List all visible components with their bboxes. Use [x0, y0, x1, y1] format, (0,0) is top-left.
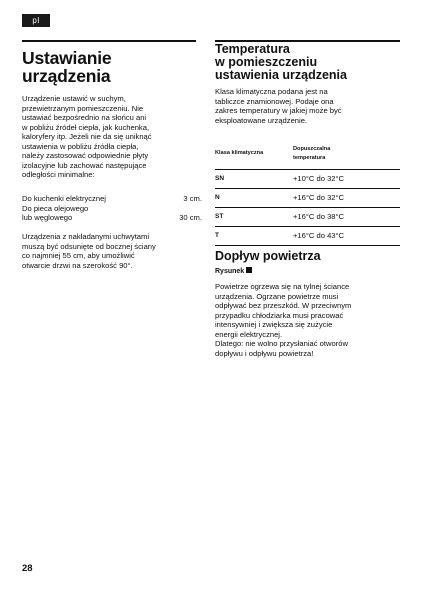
text-line: Klasa klimatyczna podana jest na: [215, 87, 328, 96]
text-line: intensywniej i zwiększa się zużycie: [215, 320, 333, 330]
distance-list: [22, 194, 202, 223]
text-line: Dlatego: nie wolno przysłaniać otworów: [215, 339, 348, 349]
text-line: eksploatowane urządzenie.: [215, 115, 308, 125]
text-line: urządzenia. Ogrzane powietrze musi: [215, 291, 339, 301]
text-line: odległości minimalne:: [22, 170, 95, 180]
climate-class-cell: SN: [215, 175, 225, 182]
text-line: w pobliżu źródeł ciepła, jak kuchenka,: [22, 122, 150, 132]
language-badge: pl: [22, 14, 50, 27]
left-section-title: [22, 49, 111, 85]
right-paragraph-1: [215, 87, 395, 125]
header-temp-line-1: Dopuszczalna: [293, 145, 331, 152]
temperature-range-cell: +16°C do 38°C: [293, 212, 345, 221]
left-column-rule: [22, 40, 196, 42]
text-line: tabliczce znamionowej. Podaje ona: [215, 96, 334, 106]
table-row: [215, 169, 400, 188]
temperature-range-cell: +16°C do 43°C: [293, 231, 345, 240]
left-paragraph-2: [22, 232, 196, 270]
climate-class-table: [215, 139, 400, 246]
table-row: [215, 226, 400, 245]
right-title-line-2: w pomieszczeniu: [215, 55, 318, 69]
distance-value: 3 cm.: [183, 194, 202, 203]
table-row: [215, 207, 400, 226]
table-header-row: [215, 139, 400, 169]
left-title-line-1: Ustawianie: [22, 48, 112, 68]
left-paragraph-1: [22, 94, 196, 180]
text-line: ustawienia w pobliżu źródła ciepła,: [22, 141, 139, 151]
text-line: co najmniej 55 cm, aby umożliwić: [22, 251, 135, 261]
distance-row: [22, 204, 202, 214]
text-line: przypadku chłodziarka musi pracować: [215, 310, 344, 320]
text-line: odpływać bez przeszkód. W przeciwnym: [215, 301, 352, 311]
text-line: Urządzenia z nakładanymi uchwytami: [22, 232, 150, 241]
table-row: [215, 188, 400, 207]
right-paragraph-2: [215, 282, 397, 358]
distance-label: lub węglowego: [22, 213, 73, 223]
table-header-class: Klasa klimatyczna: [215, 150, 264, 157]
distance-label: Do pieca olejowego: [22, 203, 89, 213]
text-line: otwarcie drzwi na szerokość 90°.: [22, 260, 133, 270]
right-title-line-3: ustawienia urządzenia: [215, 68, 347, 82]
text-line: izolacyjne lub zachować następujące: [22, 160, 147, 170]
text-line: dopływu i odpływu powietrza!: [215, 348, 314, 358]
climate-class-cell: T: [215, 232, 219, 239]
airflow-section-title: Dopływ powietrza: [215, 249, 321, 263]
text-line: przewietrzanym pomieszczeniu. Nie: [22, 103, 144, 113]
climate-class-cell: ST: [215, 213, 224, 220]
text-line: energii elektrycznej.: [215, 329, 283, 339]
temperature-range-cell: +10°C do 32°C: [293, 174, 345, 183]
text-line: muszą być odsunięte od bocznej ściany: [22, 241, 156, 251]
text-line: zakres temperatury w jakiej może być: [215, 106, 342, 116]
text-line: należy zastosować odpowiednie płyty: [22, 151, 149, 161]
figure-reference: [215, 267, 252, 275]
distance-label: Do kuchenki elektrycznej: [22, 194, 106, 203]
header-temp-line-2: temperatura: [293, 154, 326, 161]
text-line: ustawiać bezpośrednio na słońcu ani: [22, 113, 147, 123]
right-section-title: [215, 43, 347, 82]
figure-marker-square-icon: [246, 267, 252, 273]
page-number: 28: [22, 563, 33, 574]
figure-label: Rysunek: [215, 268, 245, 275]
climate-class-cell: N: [215, 194, 220, 201]
temperature-range-cell: +16°C do 32°C: [293, 193, 345, 202]
distance-row: [22, 194, 202, 204]
text-line: Urządzenie ustawić w suchym,: [22, 94, 126, 103]
distance-value: 30 cm.: [179, 213, 202, 223]
text-line: kaloryfery itp. Jeżeli nie da się uniknąć: [22, 132, 152, 142]
table-header-temperature: [293, 139, 400, 169]
right-title-line-1: Temperatura: [215, 42, 290, 56]
distance-row: [22, 213, 202, 223]
text-line: Powietrze ogrzewa się na tylnej ściance: [215, 282, 350, 291]
left-title-line-2: urządzenia: [22, 66, 111, 86]
